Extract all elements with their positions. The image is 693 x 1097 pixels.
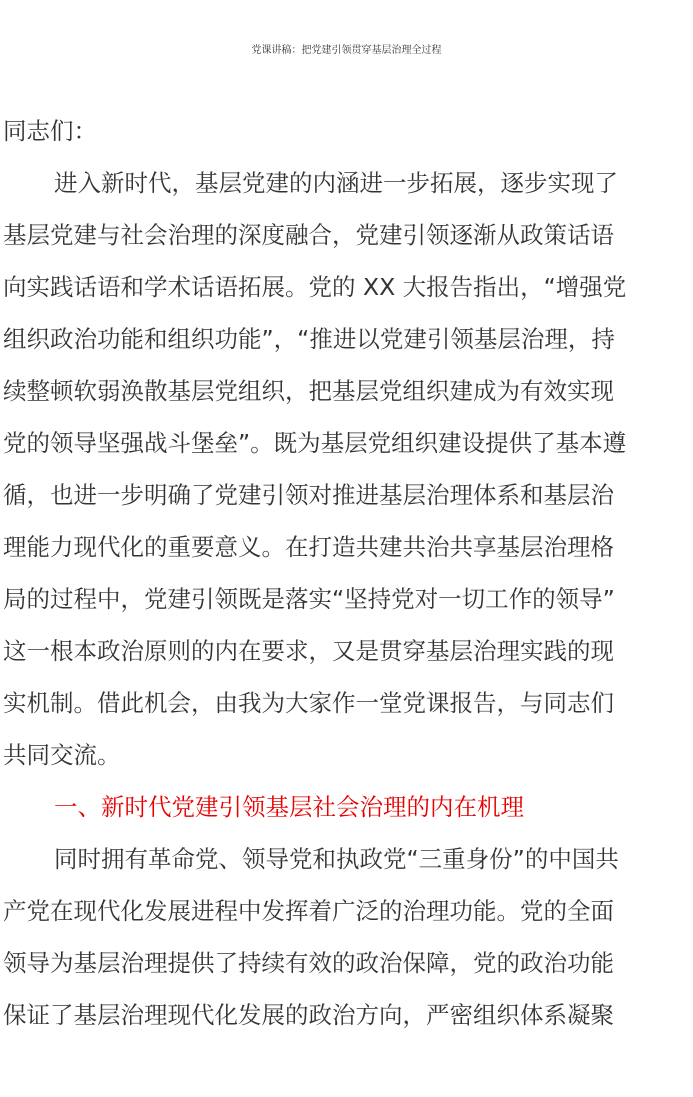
paragraph-line: 循，也进一步明确了党建引领对推进基层治理体系和基层治 — [3, 481, 614, 509]
paragraph-line: 这一根本政治原则的内在要求，又是贯穿基层治理实践的现 — [3, 637, 614, 665]
paragraph-line: 产党在现代化发展进程中发挥着广泛的治理功能。党的全面 — [3, 897, 614, 925]
document-title: 党课讲稿：把党建引领贯穿基层治理全过程 — [251, 45, 442, 56]
paragraph-line-salutation: 同志们： — [3, 117, 97, 145]
paragraph-line: 同时拥有革命党、领导党和执政党“三重身份”的中国共 — [54, 845, 619, 873]
paragraph-line: 进入新时代，基层党建的内涵进一步拓展，逐步实现了 — [54, 169, 618, 197]
section-heading: 一、新时代党建引领基层社会治理的内在机理 — [54, 793, 524, 821]
paragraph-line: 基层党建与社会治理的深度融合，党建引领逐渐从政策话语 — [3, 221, 614, 249]
paragraph-line: 续整顿软弱涣散基层党组织，把基层党组织建成为有效实现 — [3, 377, 614, 405]
paragraph-line: 向实践话语和学术话语拓展。党的 XX 大报告指出，“增强党 — [3, 273, 627, 301]
paragraph-line: 领导为基层治理提供了持续有效的政治保障，党的政治功能 — [3, 949, 614, 977]
paragraph-line: 实机制。借此机会，由我为大家作一堂党课报告，与同志们 — [3, 689, 614, 717]
paragraph-line: 理能力现代化的重要意义。在打造共建共治共享基层治理格 — [3, 533, 614, 561]
paragraph-line: 保证了基层治理现代化发展的政治方向，严密组织体系凝聚 — [3, 1001, 614, 1029]
paragraph-line: 共同交流。 — [3, 741, 121, 769]
paragraph-line: 组织政治功能和组织功能”，“推进以党建引领基层治理，持 — [3, 325, 615, 353]
paragraph-line: 局的过程中，党建引领既是落实“坚持党对一切工作的领导” — [3, 585, 615, 613]
paragraph-line: 党的领导坚强战斗堡垒”。既为基层党组织建设提供了基本遵 — [3, 429, 627, 457]
